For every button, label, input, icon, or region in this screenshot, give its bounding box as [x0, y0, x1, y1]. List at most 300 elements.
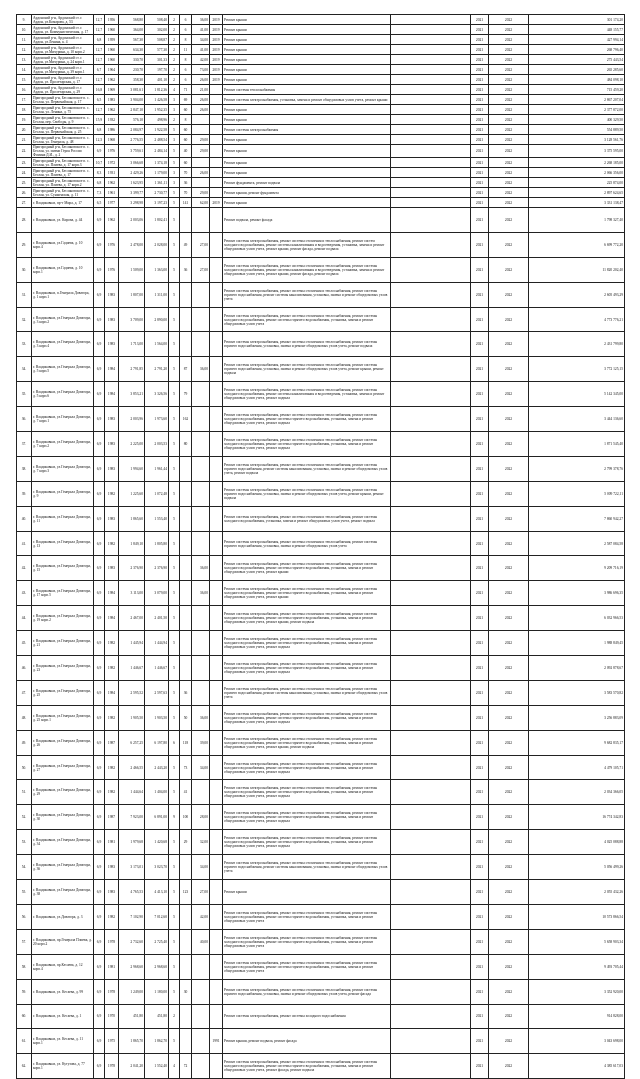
cell-f: 30	[180, 979, 192, 1004]
cell-b: 1982	[105, 481, 119, 506]
cell-g: 42,00	[192, 904, 210, 929]
cell-y2: 2022	[489, 904, 529, 929]
cell-y2: 2022	[489, 178, 529, 188]
cell-c: 1 905,50	[119, 705, 145, 730]
cell-address: Ардонский р-н, Ардонский ст. г. Ардон, ул. Коммунистическая, д. 17	[32, 25, 94, 35]
cell-c: 451,80	[119, 1004, 145, 1029]
cell-work: Ремонт крыши, ремонт подвала, ремонт фасада	[223, 1029, 391, 1054]
cell-e: 5	[169, 481, 180, 506]
cell-n: 11.	[17, 35, 32, 45]
cell-y1: 2021	[471, 680, 489, 705]
cell-b: 1964	[105, 65, 119, 75]
table-row	[17, 282, 625, 307]
cell-e: 2	[169, 65, 180, 75]
cell-f: 60	[180, 105, 192, 115]
cell-y2: 2022	[489, 188, 529, 198]
cell-f	[180, 631, 192, 656]
cell-e: 3	[169, 95, 180, 105]
cell-cost: 4 025 088,88	[529, 830, 625, 855]
cell-b: 1978	[105, 929, 119, 954]
cell-f: 80	[180, 432, 192, 457]
cell-e: 5	[169, 979, 180, 1004]
cell-cost: 3 583 570,82	[529, 680, 625, 705]
cell-c: 2 429,26	[119, 168, 145, 178]
cell-cost: 3 331 138,47	[529, 198, 625, 208]
cell-n: 56.	[17, 904, 32, 929]
cell-a: 6,9	[94, 680, 105, 705]
cell-e: 5	[169, 606, 180, 631]
cell-address: Пригородный р-н, Беслановское п. с. Беслан, ул. имени Героя России Фомина Д.И., д. 2	[32, 145, 94, 158]
cell-e: 5	[169, 456, 180, 481]
cell-h	[210, 805, 223, 830]
cell-n: 61.	[17, 1029, 32, 1054]
cell-g: 32,00	[192, 830, 210, 855]
cell-y2: 2022	[489, 75, 529, 85]
cell-work: Ремонт фундамента, ремонт подвала	[223, 178, 391, 188]
cell-c: 2 968,60	[119, 954, 145, 979]
cell-cost: 2 268 185,00	[529, 158, 625, 168]
cell-g: 26,00	[192, 95, 210, 105]
cell-y1: 2021	[471, 531, 489, 556]
cell-work: Ремонт системы электроснабжения, ремонт системы отопления и теплоснабжения, ремонт системы холодного водоснабжения, ремонт системы горячего водоснабжения, установка, замена и ремонт общедомовых узлов учета, ремонт подвала	[223, 805, 391, 830]
cell-blank	[391, 45, 471, 55]
cell-f: 73	[180, 755, 192, 780]
cell-y2: 2022	[489, 730, 529, 755]
cell-n: 51.	[17, 780, 32, 805]
cell-y2: 2022	[489, 332, 529, 357]
cell-a: 12,5	[94, 135, 105, 145]
cell-n: 57.	[17, 929, 32, 954]
cell-work: Ремонт крыши	[223, 55, 391, 65]
cell-a: 6,9	[94, 780, 105, 805]
cell-e: 5	[169, 407, 180, 432]
cell-n: 37.	[17, 432, 32, 457]
cell-n: 9.	[17, 15, 32, 25]
cell-n: 25.	[17, 178, 32, 188]
cell-work: Ремонт системы электроснабжения, ремонт системы отопления и теплоснабжения, ремонт системы горячего водоснабжения, установка, замена и ремонт общедомовых узлов учета, ремонт фасада	[223, 979, 391, 1004]
cell-b: 1986	[105, 125, 119, 135]
cell-work: Ремонт системы электроснабжения, ремонт системы отопления и теплоснабжения, ремонт системы горячего водоснабжения, ремонт системы канализования, установка, замена и ремонт общедомовых узлов учета	[223, 855, 391, 880]
cell-work: Ремонт крыши	[223, 75, 391, 85]
cell-f: 6	[180, 15, 192, 25]
cell-y2: 2022	[489, 780, 529, 805]
cell-b: 1977	[105, 198, 119, 208]
cell-work: Ремонт системы электроснабжения, ремонт системы отопления и теплоснабжения, ремонт системы холодного водоснабжения, ремонт системы горячего водоснабжения, установка, замена и ремонт общедомовых узлов учета, ремонт подвала	[223, 780, 391, 805]
table-row	[17, 35, 625, 45]
table-row	[17, 979, 625, 1004]
cell-blank	[391, 55, 471, 65]
cell-blank	[391, 680, 471, 705]
cell-a: 6,9	[94, 805, 105, 830]
cell-y1: 2021	[471, 1029, 489, 1054]
cell-g	[192, 780, 210, 805]
cell-c: 2 041,20	[119, 1054, 145, 1079]
cell-y1: 2021	[471, 282, 489, 307]
cell-blank	[391, 432, 471, 457]
cell-d: 498,96	[145, 115, 169, 125]
cell-blank	[391, 178, 471, 188]
cell-y1: 2021	[471, 332, 489, 357]
cell-n: 60.	[17, 1004, 32, 1029]
cell-y2: 2022	[489, 307, 529, 332]
cell-blank	[391, 954, 471, 979]
cell-h	[210, 95, 223, 105]
cell-work: Ремонт крыши	[223, 198, 391, 208]
cell-n: 12.	[17, 45, 32, 55]
cell-a: 6,9	[94, 855, 105, 880]
cell-blank	[391, 35, 471, 45]
cell-d: 3 197,23	[145, 198, 169, 208]
cell-f: 100	[180, 805, 192, 830]
cell-y1: 2021	[471, 556, 489, 581]
cell-b: 1984	[105, 581, 119, 606]
cell-f: 36	[180, 257, 192, 282]
cell-e: 5	[169, 780, 180, 805]
cell-f: 72	[180, 1054, 192, 1079]
cell-b: 1987	[105, 805, 119, 830]
cell-n: 40.	[17, 506, 32, 531]
cell-address: Пригородный р-н, Беслановское п. с. Беслан, ул. Ленина, д. 75	[32, 105, 94, 115]
cell-g	[192, 282, 210, 307]
cell-g	[192, 1054, 210, 1079]
cell-b: 1984	[105, 357, 119, 382]
cell-blank	[391, 929, 471, 954]
cell-blank	[391, 481, 471, 506]
cell-work: Ремонт системы электроснабжения, ремонт системы отопления и теплоснабжения, ремонт системы холодного водоснабжения, ремонт системы горячего водоснабжения, установка, замена и ремонт общедомовых узлов учета	[223, 307, 391, 332]
cell-n: 21.	[17, 135, 32, 145]
cell-y2: 2022	[489, 105, 529, 115]
cell-d: 1 553,40	[145, 506, 169, 531]
cell-y2: 2022	[489, 1054, 529, 1079]
cell-d: 1 179,00	[145, 168, 169, 178]
cell-b: 1976	[105, 232, 119, 257]
cell-d: 1 973,60	[145, 407, 169, 432]
cell-g: 29,00	[192, 188, 210, 198]
cell-work: Ремонт крыши	[223, 880, 391, 905]
cell-f	[180, 456, 192, 481]
cell-cost: 6 032 966,53	[529, 606, 625, 631]
cell-g: 36,00	[192, 581, 210, 606]
cell-y1: 2021	[471, 880, 489, 905]
cell-e: 5	[169, 145, 180, 158]
table-row	[17, 55, 625, 65]
cell-h	[210, 282, 223, 307]
cell-a: 7,3	[94, 188, 105, 198]
cell-c: 230,70	[119, 65, 145, 75]
cell-h: 2019	[210, 65, 223, 75]
cell-n: 20.	[17, 125, 32, 135]
cell-n: 33.	[17, 332, 32, 357]
cell-d: 1 903,50	[145, 705, 169, 730]
cell-e: 5	[169, 198, 180, 208]
capital-repair-table	[16, 14, 625, 1079]
cell-y1: 2021	[471, 178, 489, 188]
cell-n: 29.	[17, 232, 32, 257]
cell-y1: 2021	[471, 606, 489, 631]
cell-y2: 2022	[489, 407, 529, 432]
cell-n: 19.	[17, 115, 32, 125]
cell-b: 1984	[105, 680, 119, 705]
cell-e: 5	[169, 282, 180, 307]
cell-address: г. Владикавказ, пр-т Мира, д. 17	[32, 198, 94, 208]
cell-a: 6,9	[94, 506, 105, 531]
cell-d: 508,40	[145, 15, 169, 25]
cell-g	[192, 382, 210, 407]
cell-f: 8	[180, 115, 192, 125]
cell-e: 4	[169, 85, 180, 95]
cell-g: 34,00	[192, 35, 210, 45]
cell-a: 6,9	[94, 1029, 105, 1054]
cell-blank	[391, 158, 471, 168]
cell-y1: 2021	[471, 581, 489, 606]
cell-y1: 2021	[471, 1004, 489, 1029]
cell-g	[192, 332, 210, 357]
cell-cost: 1 988 849,45	[529, 631, 625, 656]
cell-f	[180, 1004, 192, 1029]
cell-address: г. Владикавказ, ул.Генерала Доватора, д. 3 корп.2	[32, 307, 94, 332]
cell-a: 6,9	[94, 332, 105, 357]
cell-address: г. Владикавказ, ул. Кесаева, д. 11 корп.1	[32, 1029, 94, 1054]
cell-f: 8	[180, 35, 192, 45]
cell-f	[180, 307, 192, 332]
cell-cost: 2 799 378,76	[529, 456, 625, 481]
cell-cost: 9 682 835,17	[529, 730, 625, 755]
cell-e: 5	[169, 705, 180, 730]
cell-h	[210, 556, 223, 581]
cell-e: 5	[169, 158, 180, 168]
table-row	[17, 65, 625, 75]
cell-blank	[391, 880, 471, 905]
cell-y2: 2022	[489, 145, 529, 158]
table-row	[17, 407, 625, 432]
cell-cost: 2 092 878,67	[529, 656, 625, 681]
cell-cost: 2 377 872,00	[529, 105, 625, 115]
cell-blank	[391, 456, 471, 481]
cell-work: Ремонт системы электроснабжения, ремонт системы отопления и теплоснабжения, ремонт системы холодного водоснабжения, ремонт системы горячего водоснабжения, установка, замена и ремонт общедомовых узлов учета, ремонт подвала	[223, 432, 391, 457]
cell-y2: 2022	[489, 85, 529, 95]
cell-y1: 2021	[471, 481, 489, 506]
cell-address: Пригородный р-н, Беслановское п. с. Беслан, ул. Генерала, д. 48	[32, 135, 94, 145]
cell-g	[192, 407, 210, 432]
cell-f: 50	[180, 705, 192, 730]
cell-y1: 2021	[471, 95, 489, 105]
cell-c: 2 478,00	[119, 232, 145, 257]
cell-c: 576,10	[119, 115, 145, 125]
cell-d: 1 812,36	[145, 85, 169, 95]
cell-y2: 2022	[489, 855, 529, 880]
table-row	[17, 307, 625, 332]
cell-y2: 2022	[489, 55, 529, 65]
cell-f: 60	[180, 135, 192, 145]
cell-blank	[391, 282, 471, 307]
cell-y1: 2021	[471, 1054, 489, 1079]
table-row	[17, 656, 625, 681]
cell-a: 6,9	[94, 705, 105, 730]
cell-y2: 2022	[489, 705, 529, 730]
cell-blank	[391, 15, 471, 25]
cell-work: Ремонт системы электроснабжения, ремонт системы отопления и теплоснабжения, ремонт системы горячего водоснабжения, установка, замена и ремонт общедомовых узлов учета	[223, 531, 391, 556]
cell-d: 7 012,60	[145, 904, 169, 929]
cell-c: 3 853,21	[119, 382, 145, 407]
cell-y2: 2022	[489, 208, 529, 233]
cell-n: 34.	[17, 357, 32, 382]
cell-n: 62.	[17, 1054, 32, 1079]
cell-a: 6,9	[94, 929, 105, 954]
cell-blank	[391, 556, 471, 581]
cell-c: 3 298,98	[119, 198, 145, 208]
cell-f	[180, 656, 192, 681]
cell-cost: 10 573 866,54	[529, 904, 625, 929]
table-row	[17, 232, 625, 257]
cell-e: 5	[169, 830, 180, 855]
cell-n: 13.	[17, 55, 32, 65]
cell-e: 2	[169, 25, 180, 35]
table-row	[17, 115, 625, 125]
cell-c: 2 776,55	[119, 135, 145, 145]
cell-a: 6,9	[94, 481, 105, 506]
cell-a: 12,7	[94, 105, 105, 115]
cell-address: г. Владикавказ, ул.Генерала Доватора, д. 23	[32, 656, 94, 681]
cell-a: 15,9	[94, 115, 105, 125]
cell-f	[180, 904, 192, 929]
cell-e: 3	[169, 105, 180, 115]
cell-b: 1962	[105, 178, 119, 188]
cell-d: 2 028,00	[145, 232, 169, 257]
cell-e: 5	[169, 125, 180, 135]
cell-blank	[391, 95, 471, 105]
cell-cost: 5 056 499,26	[529, 855, 625, 880]
cell-cost: 275 443,54	[529, 55, 625, 65]
cell-b: 1984	[105, 382, 119, 407]
cell-h	[210, 168, 223, 178]
cell-y1: 2021	[471, 115, 489, 125]
table-row	[17, 208, 625, 233]
cell-y2: 2022	[489, 606, 529, 631]
cell-address: г. Владикавказ, ул.Генерала Доватора, д. 9	[32, 481, 94, 506]
cell-work: Ремонт системы электроснабжения, ремонт системы отопления и теплоснабжения, ремонт системы холодного водоснабжения, ремонт системы горячего водоснабжения, установка, замена и ремонт общедомовых узлов учета, ремонт подвала	[223, 407, 391, 432]
cell-h	[210, 954, 223, 979]
cell-y1: 2021	[471, 780, 489, 805]
cell-y2: 2022	[489, 25, 529, 35]
cell-e: 5	[169, 954, 180, 979]
cell-blank	[391, 357, 471, 382]
cell-f: 71	[180, 85, 192, 95]
cell-work: Ремонт крыши	[223, 135, 391, 145]
cell-y2: 2022	[489, 506, 529, 531]
cell-cost: 4 385 617,03	[529, 1054, 625, 1079]
cell-d: 1 446,67	[145, 656, 169, 681]
table-row	[17, 1054, 625, 1079]
cell-b: 1975	[105, 1029, 119, 1054]
cell-g	[192, 606, 210, 631]
cell-c: 3 066,68	[119, 158, 145, 168]
cell-h	[210, 432, 223, 457]
cell-address: г. Владикавказ, ул.Генерала Доватора, д. 36	[32, 855, 94, 880]
cell-a: 16,8	[94, 85, 105, 95]
cell-b: 1982	[105, 755, 119, 780]
cell-n: 47.	[17, 680, 32, 705]
cell-g: 29,00	[192, 145, 210, 158]
cell-blank	[391, 208, 471, 233]
cell-y1: 2021	[471, 979, 489, 1004]
cell-g: 39,00	[192, 730, 210, 755]
cell-blank	[391, 855, 471, 880]
cell-work: Ремонт системы электроснабжения, ремонт системы отопления и теплоснабжения, ремонт системы горячего водоснабжения, установка, замена и ремонт общедомовых узлов учета, ремонт крыши, ремонт подвала	[223, 357, 391, 382]
cell-work: Ремонт системы теплоснабжения	[223, 85, 391, 95]
cell-y2: 2022	[489, 15, 529, 25]
cell-g: 29,00	[192, 135, 210, 145]
cell-address: г. Владикавказ, ул.Генерала Доватора, д. 27	[32, 755, 94, 780]
table-row	[17, 135, 625, 145]
cell-a: 10,7	[94, 158, 105, 168]
cell-e: 9	[169, 805, 180, 830]
cell-g: 36,00	[192, 556, 210, 581]
cell-y1: 2021	[471, 357, 489, 382]
cell-address: г. Владикавказ, ул. Кесаева, д. 1	[32, 1004, 94, 1029]
cell-f: 11	[180, 45, 192, 55]
cell-d: 1 361,11	[145, 178, 169, 188]
cell-g: 28,00	[192, 805, 210, 830]
cell-n: 52.	[17, 805, 32, 830]
cell-cost: 3 128 561,76	[529, 135, 625, 145]
cell-address: Ардонский р-н, Ардонский ст. г. Ардон, ул.Мичурина, д. 39 корп.1	[32, 65, 94, 75]
cell-cost: 3 772 125,15	[529, 357, 625, 382]
cell-cost: 3 352 920,00	[529, 979, 625, 1004]
cell-f: 70	[180, 188, 192, 198]
cell-a: 6,8	[94, 35, 105, 45]
cell-cost: 554 889,50	[529, 125, 625, 135]
cell-f: 41	[180, 780, 192, 805]
cell-g: 62,00	[192, 198, 210, 208]
cell-work: Ремонт системы электроснабжения, ремонт системы отопления и теплоснабжения, ремонт системы горячего водоснабжения, ремонт системы канализования, установка, замена и ремонт общедомовых узлов учета, ремонт подвала	[223, 456, 391, 481]
cell-address: г. Владикавказ, ул.Генерала Доватора, д. 25 корп.1	[32, 705, 94, 730]
cell-f: 70	[180, 168, 192, 178]
cell-cost: 3 043 698,00	[529, 1029, 625, 1054]
cell-work: Ремонт системы электроснабжения, ремонт системы отопления и теплоснабжения, ремонт системы холодного водоснабжения, ремонт системы горячего водоснабжения, установка, замена и ремонт общедомовых узлов учета	[223, 904, 391, 929]
cell-b: 1983	[105, 456, 119, 481]
cell-a: 6,9	[94, 581, 105, 606]
cell-f	[180, 606, 192, 631]
cell-a: 6,9	[94, 631, 105, 656]
cell-blank	[391, 65, 471, 75]
cell-y2: 2022	[489, 929, 529, 954]
cell-n: 31.	[17, 282, 32, 307]
cell-h	[210, 979, 223, 1004]
cell-d: 6 197,80	[145, 730, 169, 755]
cell-address: г. Владикавказ, ул.Генерала Доватора, д. 5 корп.5	[32, 357, 94, 382]
cell-y1: 2021	[471, 407, 489, 432]
cell-work: Ремонт крыши	[223, 15, 391, 25]
cell-y2: 2022	[489, 1029, 529, 1054]
table-row	[17, 168, 625, 178]
cell-blank	[391, 198, 471, 208]
cell-c: 2 003,96	[119, 407, 145, 432]
cell-f	[180, 929, 192, 954]
table-row	[17, 95, 625, 105]
cell-y1: 2021	[471, 35, 489, 45]
cell-c: 1 225,60	[119, 481, 145, 506]
cell-d: 1 862,70	[145, 1029, 169, 1054]
cell-h	[210, 407, 223, 432]
cell-blank	[391, 188, 471, 198]
cell-g	[192, 680, 210, 705]
cell-d: 3 326,56	[145, 382, 169, 407]
cell-e: 2	[169, 45, 180, 55]
cell-h	[210, 105, 223, 115]
cell-work: Ремонт системы электроснабжения, ремонт системы отопления и теплоснабжения, ремонт системы холодного водоснабжения, ремонт системы горячего водоснабжения, установка, замена и ремонт общедомовых узлов учета, ремонт крыши, ремонт подвала	[223, 606, 391, 631]
cell-n: 41.	[17, 531, 32, 556]
cell-g	[192, 125, 210, 135]
